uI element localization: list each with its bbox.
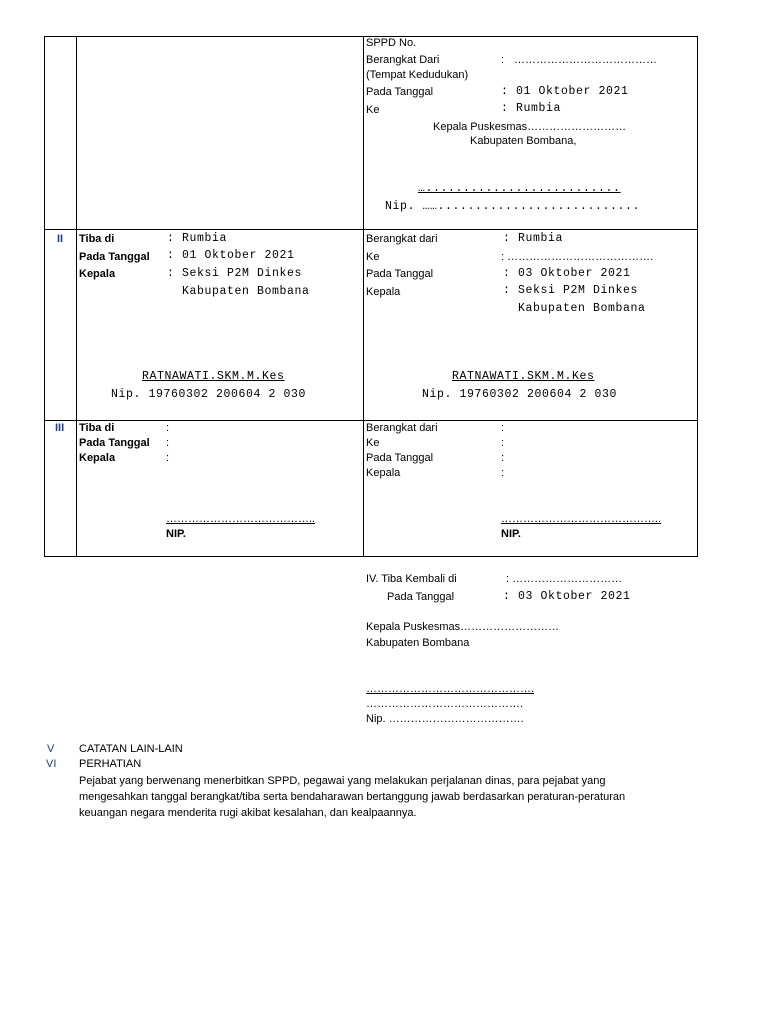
signer-name: RATNAWATI.SKM.M.Kes [142, 370, 285, 383]
pada-tanggal-value: : 03 Oktober 2021 [503, 590, 631, 603]
ke-value: : Rumbia [501, 102, 562, 115]
perhatian-title: PERHATIAN [79, 758, 142, 770]
kabupaten-title: Kabupaten Bombana [366, 637, 470, 649]
kepala-value: : Seksi P2M Dinkes [167, 267, 303, 280]
kepala-colon: : [501, 467, 505, 479]
tiba-kembali-value: : ………………………… [506, 573, 623, 585]
berangkat-value: ………………………………… [514, 54, 657, 66]
catatan-title: CATATAN LAIN-LAIN [79, 743, 183, 755]
nip-line: Nip. ……........................... [385, 200, 641, 213]
berangkat-dari-value: : Rumbia [503, 232, 564, 245]
kabupaten-title: Kabupaten Bombana, [470, 135, 577, 147]
kepala-puskesmas-title: Kepala Puskesmas……………………… [366, 621, 560, 633]
roman-numeral-vi: VI [46, 758, 57, 770]
signature-line: ….......................... [418, 182, 621, 195]
berangkat-dari-label: Berangkat dari [366, 233, 438, 245]
signature-line: …………………………………….. [501, 513, 662, 525]
tempat-kedudukan-label: (Tempat Kedudukan) [366, 69, 469, 81]
tiba-di-value: : Rumbia [167, 232, 228, 245]
roman-numeral-ii: II [57, 233, 64, 245]
kepala-label: Kepala [366, 286, 401, 298]
pada-tanggal-label: Pada Tanggal [366, 86, 434, 98]
berangkat-colon: : [501, 54, 505, 66]
tiba-di-label: Tiba di [79, 233, 115, 245]
berangkat-label: Berangkat Dari [366, 54, 440, 66]
nip-label: NIP. [501, 528, 521, 540]
pada-tanggal-label: Pada Tanggal [366, 452, 434, 464]
signature-line-2: ……………………………………. [366, 698, 524, 710]
perhatian-paragraph: Pejabat yang berwenang menerbitkan SPPD, pegawai yang melakukan perjalanan dinas, para pejabat yang mengesahkan tanggal berangkat/tiba serta bendaharawan bertanggung jawab berdasarkan peraturan-peraturan keuangan negara menderita rugi akibat kesalahan, dan kealpaannya. [79, 775, 626, 819]
tiba-di-label: Tiba di [79, 422, 115, 434]
pada-tanggal-colon: : [501, 452, 505, 464]
kepala-label: Kepala [79, 268, 116, 280]
ke-value: : …………………………………. [501, 251, 654, 263]
ke-label: Ke [366, 104, 380, 116]
roman-column-divider [76, 36, 77, 557]
roman-numeral-iii: III [55, 422, 65, 434]
ke-label: Ke [366, 251, 380, 263]
tiba-kembali-label: IV. Tiba Kembali di [366, 573, 457, 585]
signature-line: ………………………………………. [366, 683, 535, 695]
kepala-value: : Seksi P2M Dinkes [503, 284, 639, 297]
pada-tanggal-colon: : [166, 437, 170, 449]
signer-nip: Nip. 19760302 200604 2 030 [111, 388, 307, 401]
kepala-value-line2: Kabupaten Bombana [182, 285, 310, 298]
middle-column-divider [363, 36, 364, 557]
pada-tanggal-value: : 03 Oktober 2021 [503, 267, 631, 280]
signer-name: RATNAWATI.SKM.M.Kes [452, 370, 595, 383]
kepala-label: Kepala [79, 452, 116, 464]
pada-tanggal-value: : 01 Oktober 2021 [501, 85, 629, 98]
table-bottom-border [44, 556, 698, 557]
nip-label: NIP. [166, 528, 186, 540]
kepala-puskesmas-title: Kepala Puskesmas……………………… [433, 121, 627, 133]
pada-tanggal-label: Pada Tanggal [366, 268, 434, 280]
pada-tanggal-label: Pada Tanggal [387, 591, 455, 603]
kepala-value-line2: Kabupaten Bombana [518, 302, 646, 315]
kepala-label: Kepala [366, 467, 401, 479]
table-right-border [697, 36, 698, 557]
roman-numeral-v: V [47, 743, 55, 755]
nip-line: Nip. ………………………………. [366, 713, 524, 725]
sppd-no-label: SPPD No. [366, 37, 417, 49]
berangkat-dari-colon: : [501, 422, 505, 434]
row-divider-1 [44, 229, 698, 230]
tiba-di-colon: : [166, 422, 170, 434]
kepala-colon: : [166, 452, 170, 464]
pada-tanggal-label: Pada Tanggal [79, 251, 150, 263]
row-divider-2 [44, 420, 698, 421]
berangkat-dari-label: Berangkat dari [366, 422, 438, 434]
ke-label: Ke [366, 437, 380, 449]
signer-nip: Nip. 19760302 200604 2 030 [422, 388, 618, 401]
pada-tanggal-label: Pada Tanggal [79, 437, 150, 449]
table-left-border [44, 36, 45, 557]
ke-colon: : [501, 437, 505, 449]
signature-line: ………………………………….. [166, 513, 316, 525]
pada-tanggal-value: : 01 Oktober 2021 [167, 249, 295, 262]
